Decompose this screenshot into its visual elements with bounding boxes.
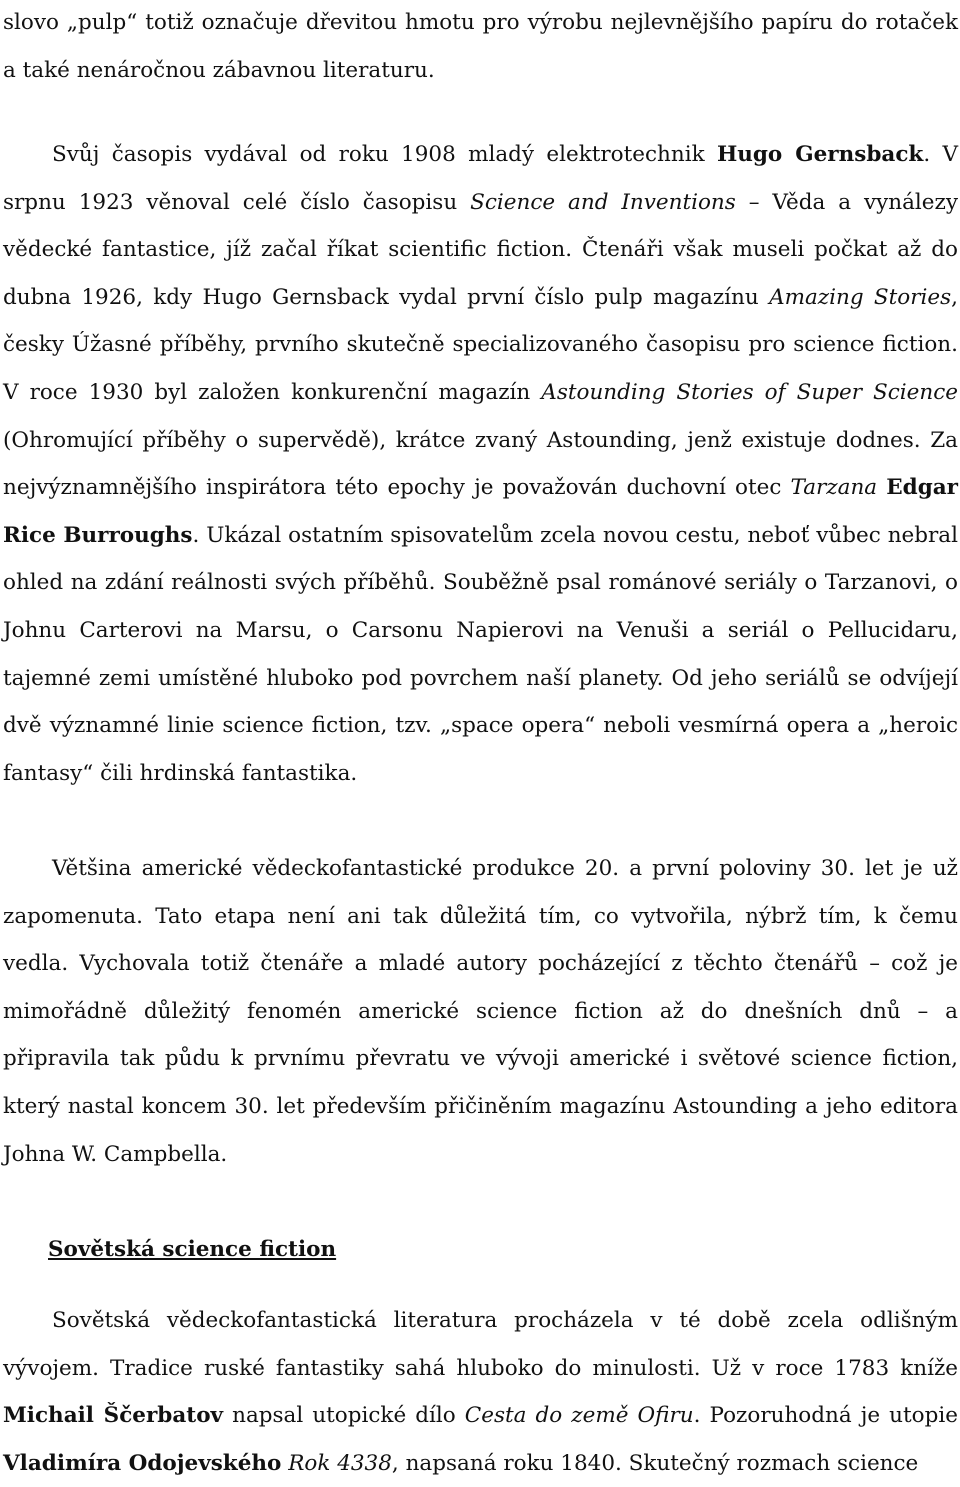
name-vladimir-odojevsky: Vladimíra Odojevského <box>3 1450 282 1476</box>
text: , napsaná roku 1840. Skutečný rozmach science <box>391 1450 919 1476</box>
text: , česky Úžasné příběhy, prvního skutečně specializovaného časopisu pro science fiction. V roce 1930 byl založen konkurenční magazín <box>3 284 958 405</box>
text <box>877 475 886 500</box>
text: napsal utopické dílo <box>223 1403 465 1429</box>
title-tarzana: Tarzana <box>790 475 878 501</box>
text: . V srpnu 1923 věnoval celé číslo časopisu <box>3 142 958 215</box>
text: . Ukázal ostatním spisovatelům zcela novou cestu, neboť vůbec nebral ohled na zdání reálnosti svých příběhů. Souběžně psal románové seriály o Tarzanovi, o Johnu Carterovi na Marsu, o Carsonu Napierovi na Venuši a seriál o Pellucidaru, tajemné zemi umístěné hluboko pod povrchem naší planety. Od jeho seriálů se odvíjejí dvě významné linie science fiction, tzv. „space opera“ neboli vesmírná opera a „heroic fantasy“ čili hrdinská fantastika. <box>3 522 958 786</box>
title-cesta-do-zeme-ofiru: Cesta do země Ofiru <box>464 1403 694 1429</box>
text: Sovětská vědeckofantastická literatura procházela v té době zcela odlišným vývojem. Tradice ruské fantastiky sahá hluboko do minulosti. Už v roce 1783 kníže <box>3 1308 958 1381</box>
name-edgar-rice-burroughs: Edgar Rice Burroughs <box>3 475 958 548</box>
text: . Pozoruhodná je utopie <box>693 1403 958 1429</box>
title-rok-4338: Rok 4338 <box>288 1450 392 1476</box>
title-astounding-stories: Astounding Stories of Super Science <box>541 379 958 405</box>
title-amazing-stories: Amazing Stories <box>769 284 952 310</box>
title-science-and-inventions: Science and Inventions <box>470 189 736 215</box>
section-heading: Sovětská science fiction <box>48 1237 337 1262</box>
text: Většina americké vědeckofantastické produkce 20. a první poloviny 30. let je už zapomenuta. Tato etapa není ani tak důležitá tím, co vytvořila, nýbrž tím, k čemu vedla. Vychovala totiž čtenáře a mladé autory pocházející z těchto čtenářů – což je mimořádně důležitý fenomén americké science fiction až do dnešních dnů – a připravila tak půdu k prvnímu převratu ve vývoji americké i světové science fiction, který nastal koncem 30. let především přičiněním magazínu Astounding a jeho editora Johna W. Campbella. <box>3 856 958 1167</box>
text: – Věda a vynálezy vědecké fantastice, jíž začal říkat scientific fiction. Čtenáři však museli počkat až do dubna 1926, kdy Hugo Gernsback vydal první číslo pulp magazínu <box>3 189 959 310</box>
paragraph-american-production <box>3 845 958 1178</box>
paragraph-gernsback <box>3 131 958 797</box>
name-michail-scerbatov: Michail Ščerbatov <box>3 1403 224 1429</box>
text: Svůj časopis vydával od roku 1908 mladý elektrotechnik <box>52 142 717 167</box>
text: (Ohromující příběhy o supervědě), krátce zvaný Astounding, jenž existuje dodnes. Za nejvýznamnějšího inspirátora této epochy je považován duchovní otec <box>3 427 958 501</box>
name-hugo-gernsback: Hugo Gernsback <box>716 142 924 167</box>
paragraph-soviet-sf <box>3 1297 958 1487</box>
paragraph-pulp <box>3 0 958 94</box>
text: slovo „pulp“ totiž označuje dřevitou hmotu pro výrobu nejlevnějšího papíru do rotaček a také nenáročnou zábavnou literaturu. <box>3 10 958 83</box>
